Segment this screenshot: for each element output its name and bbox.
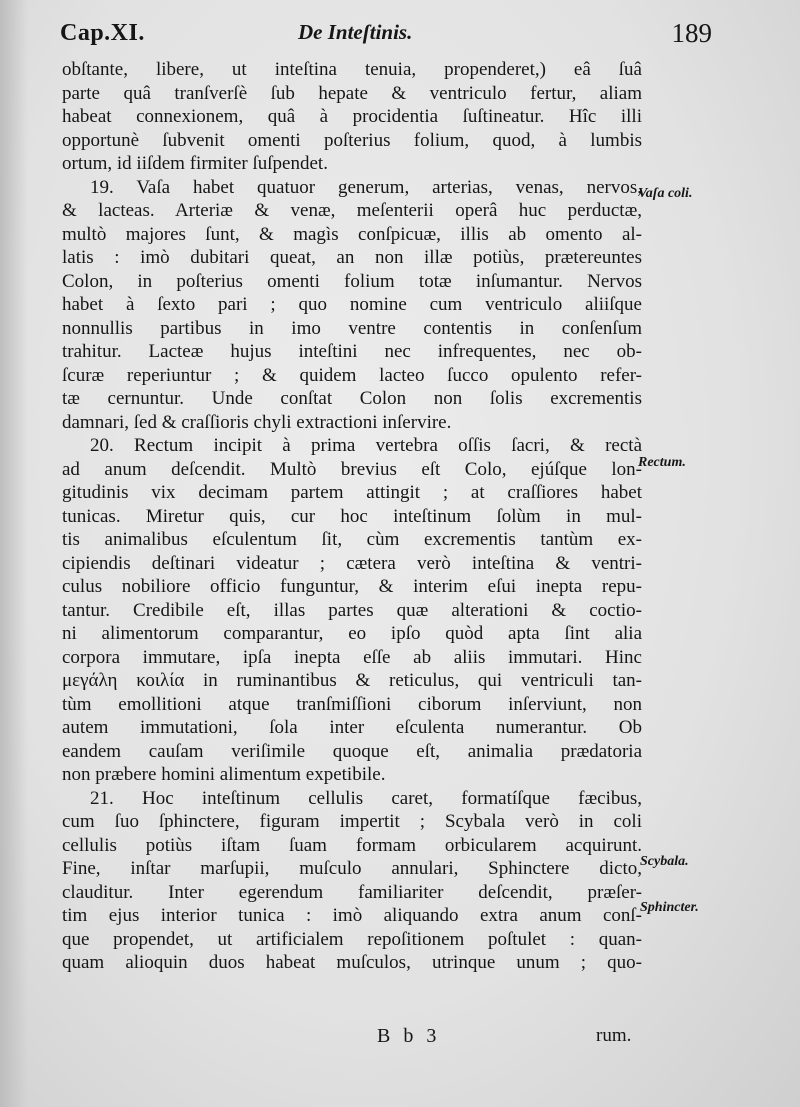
margin-note-sphincter: Sphincter. bbox=[640, 900, 699, 915]
running-title: De Inteſtinis. bbox=[298, 20, 413, 44]
text-line: cipiendis deſtinari videatur ; cætera verò inteſtina & ventri- bbox=[62, 552, 642, 574]
text-line: corpora immutare, ipſa inepta eſſe ab aliis immutari. Hinc bbox=[62, 646, 642, 668]
text-line: tantur. Credibile eſt, illas partes quæ alterationi & coctio- bbox=[62, 599, 642, 621]
text-line: damnari, ſed & craſſioris chyli extractioni inſervire. bbox=[62, 411, 452, 433]
text-line: quam alioquin duos habeat muſculos, utrinque unum ; quo- bbox=[62, 952, 642, 973]
text-line: & lacteas. Arteriæ & venæ, meſenterii operâ huc perductæ, bbox=[62, 200, 642, 221]
margin-note-vasa-coli: Vaſa coli. bbox=[638, 186, 693, 201]
text-line: cum ſuo ſphinctere, figuram impertit ; Scybala verò in coli bbox=[62, 811, 642, 832]
text-line: autem immutationi, ſola inter eſculenta numerantur. Ob bbox=[62, 717, 642, 738]
text-line: non præbere homini alimentum expetibile. bbox=[62, 764, 386, 785]
text-line: clauditur. Inter egerendum familiariter deſcendit, præſer- bbox=[62, 881, 642, 903]
catchword: rum. bbox=[596, 1025, 632, 1046]
margin-note-scybala: Scybala. bbox=[640, 854, 689, 869]
text-line: cellulis potiùs iſtam ſuam formam orbicularem acquirunt. bbox=[62, 834, 642, 856]
page-footer bbox=[60, 1025, 700, 1055]
text-line: obſtante, libere, ut inteſtina tenuia, propenderet,) eâ ſuâ bbox=[62, 59, 642, 80]
paragraph-20-start: 20. Rectum incipit à prima vertebra oſſis ſacri, & rectà bbox=[90, 435, 642, 456]
text-line: tæ cernuntur. Unde conſtat Colon non ſolis excrementis bbox=[62, 388, 642, 409]
running-header bbox=[60, 18, 712, 54]
text-line: nonnullis partibus in imo ventre contentis in conſenſum bbox=[62, 317, 642, 339]
text-line: multò majores ſunt, & magìs conſpicuæ, illis ab omento al- bbox=[62, 223, 642, 245]
text-body bbox=[62, 58, 642, 975]
text-line: gitudinis vix decimam partem attingit ; at craſſiores habet bbox=[62, 482, 642, 503]
page-number: 189 bbox=[671, 18, 712, 48]
text-line: culus nobiliore officio funguntur, & interim eſui inepta repu- bbox=[62, 576, 642, 597]
text-line: ad anum deſcendit. Multò brevius eſt Colo, ejúſque lon- bbox=[62, 458, 642, 480]
text-line: habet à ſexto pari ; quo nomine cum ventriculo aliiſque bbox=[62, 294, 642, 315]
text-line: que propendet, ut artificialem repoſitionem poſtulet : quan- bbox=[62, 928, 642, 950]
text-line: ortum, id iiſdem firmiter ſuſpendet. bbox=[62, 153, 328, 174]
margin-note-rectum: Rectum. bbox=[638, 455, 686, 470]
text-line: trahitur. Lacteæ hujus inteſtini nec infrequentes, nec ob- bbox=[62, 341, 642, 362]
signature-mark: B b 3 bbox=[377, 1025, 441, 1047]
paragraph-21-start: 21. Hoc inteſtinum cellulis caret, formatíſque fæcibus, bbox=[90, 787, 642, 809]
text-line: habeat connexionem, quâ à procidentia ſuſtineatur. Hîc illi bbox=[62, 106, 642, 127]
chapter-label: Cap.XI. bbox=[60, 20, 145, 46]
text-line: eandem cauſam veriſimile quoque eſt, animalia prædatoria bbox=[62, 740, 642, 762]
text-line: tunicas. Miretur quis, cur hoc inteſtinum ſolùm in mul- bbox=[62, 505, 642, 527]
text-line: ſcuræ reperiuntur ; & quidem lacteo ſucco opulento refer- bbox=[62, 364, 642, 386]
paragraph-19-start: 19. Vaſa habet quatuor generum, arterias, venas, nervos, bbox=[90, 176, 642, 198]
text-line: μεγάλη κοιλία in ruminantibus & reticulus, qui ventriculi tan- bbox=[62, 670, 642, 691]
text-line: Fine, inſtar marſupii, muſculo annulari, Sphinctere dicto, bbox=[62, 858, 642, 879]
text-line: latis : imò dubitari queat, an non illæ potiùs, prætereuntes bbox=[62, 247, 642, 268]
text-line: Colon, in poſterius omenti folium totæ inſumantur. Nervos bbox=[62, 270, 642, 292]
text-line: parte quâ tranſverſè ſub hepate & ventriculo fertur, aliam bbox=[62, 82, 642, 104]
text-line: tim ejus interior tunica : imò aliquando extra anum conſ- bbox=[62, 905, 642, 926]
text-line: ni alimentorum comparantur, eo ipſo quòd apta ſint alia bbox=[62, 623, 642, 644]
text-line: tis animalibus eſculentum ſit, cùm excrementis tantùm ex- bbox=[62, 529, 642, 550]
text-line: tùm emollitioni atque tranſmiſſioni ciborum inſerviunt, non bbox=[62, 693, 642, 715]
text-line: opportunè ſubvenit omenti poſterius folium, quod, à lumbis bbox=[62, 129, 642, 151]
